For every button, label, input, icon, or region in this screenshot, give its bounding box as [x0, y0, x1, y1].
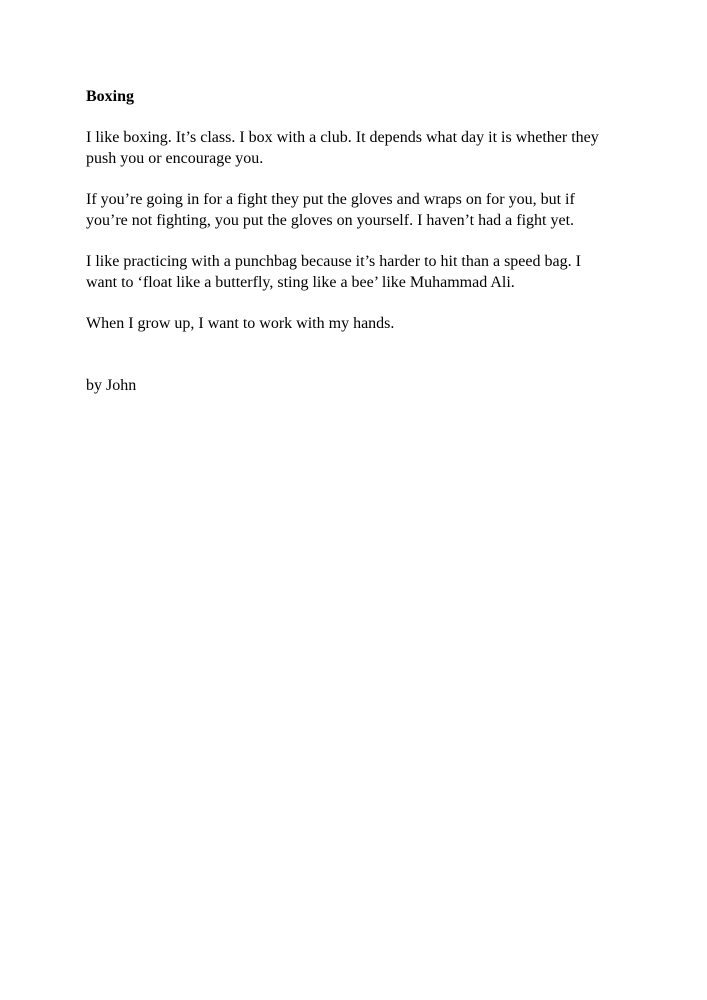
author-byline: by John: [86, 377, 137, 394]
document-title: Boxing: [86, 88, 135, 105]
paragraph-2: If you’re going in for a fight they put the gloves and wraps on for you, but if you’re not fighting, you put the gloves on yourself. I haven’t had a fight yet.: [86, 191, 575, 229]
paragraph-3: I like practicing with a punchbag because it’s harder to hit than a speed bag. I want to ‘float like a butterfly, sting like a bee’ like Muhammad Ali.: [86, 253, 581, 291]
paragraph-1: I like boxing. It’s class. I box with a club. It depends what day it is whether they push you or encourage you.: [86, 129, 599, 167]
document-page: [86, 86, 646, 396]
paragraph-4: When I grow up, I want to work with my hands.: [86, 315, 395, 332]
